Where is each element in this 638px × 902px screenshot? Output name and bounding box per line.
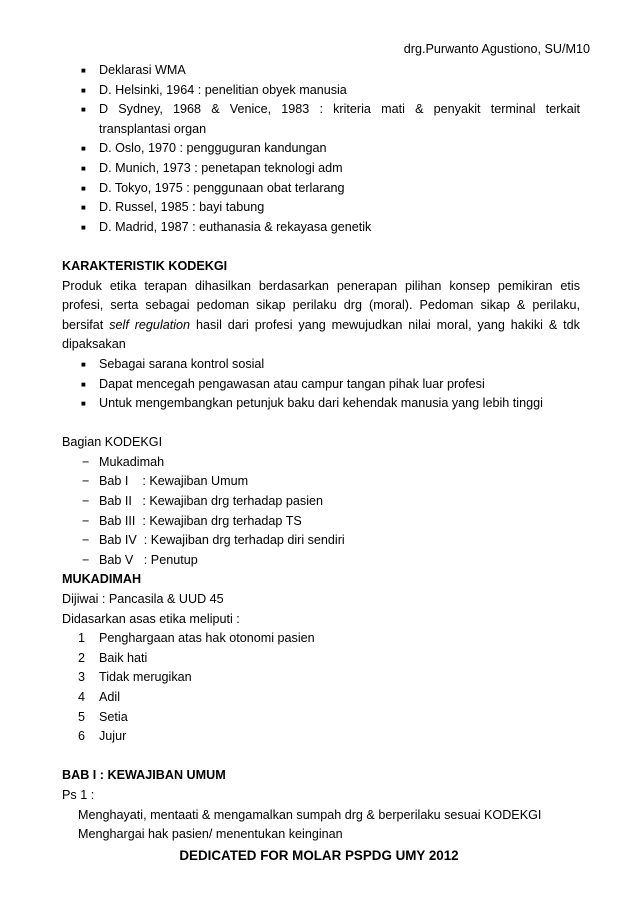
paragraph-line: Ps 1 :	[62, 787, 95, 802]
list-item-text: Jujur	[99, 729, 127, 744]
paragraph-line: Didasarkan asas etika meliputi :	[62, 611, 240, 626]
list-number: 6	[78, 729, 86, 744]
paragraph-text: hasil dari profesi yang mewujudkan nilai moral, yang hakiki & tdk	[190, 317, 580, 332]
spacer	[62, 414, 580, 434]
list-item-text: Tidak merugikan	[99, 670, 192, 685]
section-heading-karakteristik: KARAKTERISTIK KODEKGI	[62, 258, 228, 273]
list-number: 3	[78, 670, 86, 685]
list-item-text: Baik hati	[99, 650, 148, 665]
list-item: − Bab III : Kewajiban drg terhadap TS	[62, 512, 580, 532]
list-item: ■ D. Oslo, 1970 : pengguguran kandungan	[62, 139, 580, 159]
paragraph-text: bersifat	[62, 317, 110, 332]
list-item: ■ Sebagai sarana kontrol sosial	[62, 355, 580, 375]
page-footer: DEDICATED FOR MOLAR PSPDG UMY 2012	[179, 848, 459, 863]
list-item: ■ D. Munich, 1973 : penetapan teknologi adm	[62, 159, 580, 179]
list-item: ■ Deklarasi WMA	[62, 61, 580, 81]
list-item: ■ D Sydney, 1968 & Venice, 1983 : kriteria mati & penyakit terminal terkait	[62, 100, 580, 120]
bagian-list	[62, 453, 580, 571]
list-item	[62, 629, 580, 649]
asas-etika-list	[62, 629, 580, 747]
paragraph-line: dipaksakan	[62, 337, 126, 352]
list-number: 2	[78, 650, 86, 665]
list-item	[62, 688, 580, 708]
list-item: ■ Dapat mencegah pengawasan atau campur tangan pihak luar profesi	[62, 375, 580, 395]
section-heading-mukadimah: MUKADIMAH	[62, 572, 142, 587]
spacer	[62, 237, 580, 257]
list-item: ■ D. Madrid, 1987 : euthanasia & rekayasa genetik	[62, 218, 580, 238]
list-item: − Bab IV : Kewajiban drg terhadap diri sendiri	[62, 531, 580, 551]
list-item-text: Penghargaan atas hak otonomi pasien	[99, 631, 315, 646]
list-number: 1	[78, 631, 86, 646]
list-item: ■ D. Russel, 1985 : bayi tabung	[62, 198, 580, 218]
list-item-continuation: transplantasi organ	[99, 121, 207, 136]
section-heading-bagian: Bagian KODEKGI	[62, 435, 163, 450]
paragraph-line: Dijiwai : Pancasila & UUD 45	[62, 592, 224, 607]
paragraph-line: Menghayati, mentaati & mengamalkan sumpah drg & berperilaku sesuai KODEKGI	[78, 807, 542, 822]
paragraph-italic-text: self regulation	[109, 317, 191, 332]
list-item: ■ D. Helsinki, 1964 : penelitian obyek manusia	[62, 81, 580, 101]
list-item-text: Adil	[99, 690, 120, 704]
list-item: − Bab I : Kewajiban Umum	[62, 472, 580, 492]
paragraph-line: Menghargai hak pasien/ menentukan keinginan	[78, 827, 343, 842]
list-item: − Bab II : Kewajiban drg terhadap pasien	[62, 492, 580, 512]
page-header-author: drg.Purwanto Agustiono, SU/M10	[403, 42, 590, 56]
list-item: ■ D. Tokyo, 1975 : penggunaan obat terlarang	[62, 179, 580, 199]
list-item: ■ Untuk mengembangkan petunjuk baku dari kehendak manusia yang lebih tinggi	[62, 394, 580, 414]
declaration-list	[62, 61, 580, 237]
list-item: − Mukadimah	[62, 453, 580, 473]
karakteristik-list	[62, 355, 580, 414]
list-item	[62, 727, 580, 747]
paragraph-line: Produk etika terapan dihasilkan berdasarkan penerapan pilihan konsep pemikiran etis	[62, 278, 580, 293]
document-body	[62, 61, 580, 845]
list-number: 4	[78, 690, 86, 704]
list-number: 5	[78, 709, 86, 724]
list-item: − Bab V : Penutup	[62, 551, 580, 571]
list-item	[62, 708, 580, 728]
list-item-text: Setia	[99, 709, 128, 724]
section-heading-bab1: BAB I : KEWAJIBAN UMUM	[62, 768, 226, 783]
paragraph-line	[62, 316, 580, 336]
list-item	[62, 668, 580, 688]
paragraph-line: profesi, serta sebagai pedoman sikap perilaku drg (moral). Pedoman sikap & perilaku,	[62, 298, 580, 313]
spacer	[62, 747, 580, 767]
list-item	[62, 649, 580, 669]
